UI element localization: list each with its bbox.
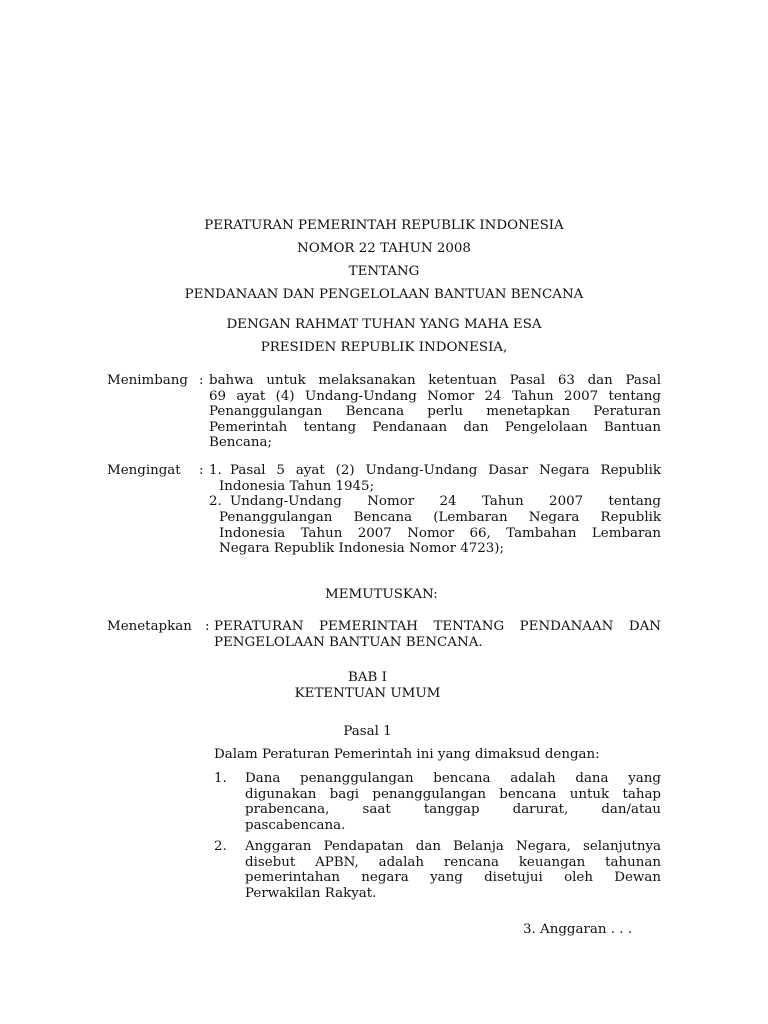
menimbang-label: Menimbang — [107, 373, 188, 388]
pasal-line: digunakan bagi penanggulangan bencana untuk tahap — [245, 786, 661, 802]
doc-number: NOMOR 22 TAHUN 2008 — [297, 241, 471, 256]
menimbang-line: Bencana; — [209, 435, 272, 451]
doc-title-line1: PERATURAN PEMERINTAH REPUBLIK INDONESIA — [204, 218, 564, 233]
mengingat-line: Indonesia Tahun 1945; — [219, 479, 375, 494]
menetapkan-colon: : — [205, 619, 210, 634]
mengingat-item-1-line — [230, 463, 661, 479]
pasal-title: Pasal 1 — [343, 724, 392, 739]
mengingat-item-2-num: 2. — [209, 494, 222, 509]
pasal-line: Anggaran Pendapatan dan Belanja Negara, selanjutnya — [245, 839, 661, 854]
pasal-line: Dana penanggulangan bencana adalah dana yang — [245, 771, 661, 786]
pasal-item-1-num: 1. — [214, 771, 227, 786]
pasal-line: prabencana, saat tanggap darurat, dan/atau — [245, 802, 661, 818]
mengingat-line: Indonesia Tahun 2007 Nomor 66, Tambahan Lembaran — [219, 525, 661, 541]
doc-invocation: DENGAN RAHMAT TUHAN YANG MAHA ESA — [226, 317, 542, 332]
pasal-intro: Dalam Peraturan Pemerintah ini yang dimaksud dengan: — [214, 747, 600, 762]
doc-president: PRESIDEN REPUBLIK INDONESIA, — [260, 340, 508, 355]
pasal-line: pemerintahan negara yang disetujui oleh Dewan — [245, 870, 661, 886]
menimbang-body — [209, 373, 661, 451]
mengingat-item-2-body — [219, 510, 661, 557]
menimbang-colon: : — [199, 373, 204, 388]
menetapkan-line: PENGELOLAAN BANTUAN BENCANA. — [214, 634, 483, 650]
mengingat-label: Mengingat — [107, 463, 181, 478]
menimbang-line: bahwa untuk melaksanakan ketentuan Pasal 63 dan Pasal — [209, 373, 661, 388]
pasal-item-2-num: 2. — [214, 839, 227, 854]
mengingat-colon: : — [199, 463, 204, 478]
menimbang-line: 69 ayat (4) Undang-Undang Nomor 24 Tahun 2007 tentang — [209, 388, 661, 404]
pasal-item-2-body — [245, 839, 661, 901]
doc-subject: PENDANAAN DAN PENGELOLAAN BANTUAN BENCANA — [184, 287, 584, 302]
menimbang-line: Penanggulangan Bencana perlu menetapkan Peraturan — [209, 404, 661, 420]
mengingat-line: Negara Republik Indonesia Nomor 4723); — [219, 541, 505, 557]
mengingat-item-1-num: 1. — [209, 463, 222, 478]
continuation-marker: 3. Anggaran . . . — [523, 922, 633, 937]
pasal-line: disebut APBN, adalah rencana keuangan tahunan — [245, 854, 661, 870]
mengingat-line: Pasal 5 ayat (2) Undang-Undang Dasar Negara Republik — [230, 463, 661, 478]
menetapkan-label: Menetapkan — [107, 619, 192, 634]
doc-tentang: TENTANG — [348, 264, 420, 279]
mengingat-item-2-line — [230, 494, 661, 510]
pasal-line: Perwakilan Rakyat. — [245, 885, 377, 901]
mengingat-line: Penanggulangan Bencana (Lembaran Negara Republik — [219, 510, 661, 525]
mengingat-item-1-line — [219, 479, 374, 495]
bab-number: BAB I — [348, 670, 387, 685]
menimbang-line: Pemerintah tentang Pendanaan dan Pengelolaan Bantuan — [209, 419, 661, 435]
menetapkan-line: PERATURAN PEMERINTAH TENTANG PENDANAAN DAN — [214, 619, 661, 634]
pasal-item-1-body — [245, 771, 661, 833]
bab-title: KETENTUAN UMUM — [294, 686, 441, 701]
mengingat-line: Undang-Undang Nomor 24 Tahun 2007 tentang — [230, 494, 661, 509]
pasal-line: pascabencana. — [245, 817, 346, 833]
menetapkan-body — [214, 619, 661, 650]
memutuskan-heading: MEMUTUSKAN: — [325, 587, 438, 602]
